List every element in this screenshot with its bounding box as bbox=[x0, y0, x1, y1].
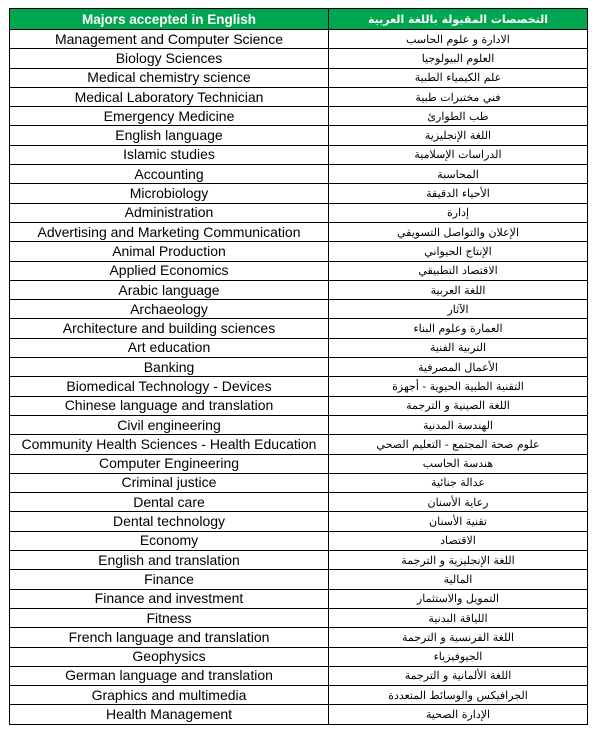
table-row bbox=[10, 454, 588, 473]
table-row bbox=[10, 30, 588, 49]
major-arabic: اللغة الألمانية و الترجمة bbox=[329, 666, 588, 685]
table-row bbox=[10, 261, 588, 280]
major-english: Art education bbox=[10, 338, 329, 357]
table-row bbox=[10, 300, 588, 319]
major-english: Fitness bbox=[10, 608, 329, 627]
table-row bbox=[10, 145, 588, 164]
major-english: Dental care bbox=[10, 493, 329, 512]
major-english: Biology Sciences bbox=[10, 49, 329, 68]
major-arabic: الدراسات الإسلامية bbox=[329, 145, 588, 164]
major-english: Finance bbox=[10, 570, 329, 589]
major-english: Biomedical Technology - Devices bbox=[10, 377, 329, 396]
major-english: Computer Engineering bbox=[10, 454, 329, 473]
major-arabic: التربية الفنية bbox=[329, 338, 588, 357]
major-arabic: الادارة و علوم الحاسب bbox=[329, 30, 588, 49]
header-english: Majors accepted in English bbox=[10, 9, 329, 30]
major-english: Chinese language and translation bbox=[10, 396, 329, 415]
table-row bbox=[10, 203, 588, 222]
major-english: French language and translation bbox=[10, 628, 329, 647]
major-english: Microbiology bbox=[10, 184, 329, 203]
major-english: Animal Production bbox=[10, 242, 329, 261]
table-row bbox=[10, 319, 588, 338]
major-english: German language and translation bbox=[10, 666, 329, 685]
majors-table bbox=[9, 8, 588, 725]
major-arabic: هندسة الحاسب bbox=[329, 454, 588, 473]
table-row bbox=[10, 338, 588, 357]
major-arabic: عدالة جنائية bbox=[329, 473, 588, 492]
table-row bbox=[10, 647, 588, 666]
table-row bbox=[10, 666, 588, 685]
table-row bbox=[10, 377, 588, 396]
major-english: Archaeology bbox=[10, 300, 329, 319]
major-arabic: المحاسبة bbox=[329, 165, 588, 184]
table-row bbox=[10, 512, 588, 531]
major-english: Community Health Sciences - Health Education bbox=[10, 435, 329, 454]
major-arabic: علم الكيمياء الطبية bbox=[329, 68, 588, 87]
table-row bbox=[10, 705, 588, 724]
major-arabic: الجيوفيزياء bbox=[329, 647, 588, 666]
major-english: Management and Computer Science bbox=[10, 30, 329, 49]
major-english: Economy bbox=[10, 531, 329, 550]
table-row bbox=[10, 628, 588, 647]
table-row bbox=[10, 435, 588, 454]
major-english: Arabic language bbox=[10, 280, 329, 299]
table-row bbox=[10, 280, 588, 299]
table-row bbox=[10, 686, 588, 705]
table-row bbox=[10, 551, 588, 570]
major-english: Banking bbox=[10, 358, 329, 377]
table-row bbox=[10, 608, 588, 627]
major-english: Medical chemistry science bbox=[10, 68, 329, 87]
major-arabic: الاقتصاد bbox=[329, 531, 588, 550]
major-english: Emergency Medicine bbox=[10, 107, 329, 126]
major-arabic: اللغة العربية bbox=[329, 280, 588, 299]
major-arabic: التمويل والاستثمار bbox=[329, 589, 588, 608]
major-english: Civil engineering bbox=[10, 415, 329, 434]
table-row bbox=[10, 165, 588, 184]
major-arabic: طب الطوارئ bbox=[329, 107, 588, 126]
major-arabic: الإدارة الصحية bbox=[329, 705, 588, 724]
major-arabic: فني مختبرات طبية bbox=[329, 87, 588, 106]
major-arabic: اللغة الإنجليزية bbox=[329, 126, 588, 145]
table-row bbox=[10, 184, 588, 203]
header-row bbox=[10, 9, 588, 30]
major-arabic: العمارة وعلوم البناء bbox=[329, 319, 588, 338]
major-english: Architecture and building sciences bbox=[10, 319, 329, 338]
major-english: Administration bbox=[10, 203, 329, 222]
major-arabic: اللغة الإنجليزية و الترجمة bbox=[329, 551, 588, 570]
major-arabic: اللغة الفرنسية و الترجمة bbox=[329, 628, 588, 647]
table-header bbox=[10, 9, 588, 30]
table-row bbox=[10, 493, 588, 512]
table-row bbox=[10, 358, 588, 377]
table-row bbox=[10, 126, 588, 145]
major-arabic: الآثار bbox=[329, 300, 588, 319]
major-arabic: رعاية الأسنان bbox=[329, 493, 588, 512]
table-row bbox=[10, 396, 588, 415]
major-english: Geophysics bbox=[10, 647, 329, 666]
major-arabic: الأعمال المصرفية bbox=[329, 358, 588, 377]
major-arabic: الهندسة المدنية bbox=[329, 415, 588, 434]
table-row bbox=[10, 107, 588, 126]
major-english: Applied Economics bbox=[10, 261, 329, 280]
table-row bbox=[10, 570, 588, 589]
major-english: Health Management bbox=[10, 705, 329, 724]
major-arabic: علوم صحة المجتمع - التعليم الصحي bbox=[329, 435, 588, 454]
major-arabic: الإنتاج الحيواني bbox=[329, 242, 588, 261]
major-arabic: اللياقة البدنية bbox=[329, 608, 588, 627]
major-arabic: التقنية الطبية الحيوية - أجهزة bbox=[329, 377, 588, 396]
major-english: Graphics and multimedia bbox=[10, 686, 329, 705]
major-arabic: العلوم البيولوجيا bbox=[329, 49, 588, 68]
major-english: Dental technology bbox=[10, 512, 329, 531]
major-english: Advertising and Marketing Communication bbox=[10, 222, 329, 241]
table-row bbox=[10, 222, 588, 241]
table-row bbox=[10, 87, 588, 106]
major-arabic: تقنية الأسنان bbox=[329, 512, 588, 531]
table-row bbox=[10, 68, 588, 87]
major-english: English and translation bbox=[10, 551, 329, 570]
major-english: Islamic studies bbox=[10, 145, 329, 164]
major-english: Criminal justice bbox=[10, 473, 329, 492]
major-arabic: الاقتصاد التطبيقي bbox=[329, 261, 588, 280]
major-english: Accounting bbox=[10, 165, 329, 184]
major-english: Medical Laboratory Technician bbox=[10, 87, 329, 106]
major-arabic: اللغة الصينية و الترجمة bbox=[329, 396, 588, 415]
header-arabic: التخصصات المقبولة باللغة العربية bbox=[329, 9, 588, 30]
table-row bbox=[10, 531, 588, 550]
table-row bbox=[10, 589, 588, 608]
major-arabic: إدارة bbox=[329, 203, 588, 222]
major-english: Finance and investment bbox=[10, 589, 329, 608]
table-body bbox=[10, 30, 588, 725]
table-row bbox=[10, 242, 588, 261]
table-row bbox=[10, 49, 588, 68]
major-arabic: الجرافيكس والوسائط المتعددة bbox=[329, 686, 588, 705]
table-row bbox=[10, 473, 588, 492]
table-row bbox=[10, 415, 588, 434]
major-arabic: الأحياء الدقيقة bbox=[329, 184, 588, 203]
major-english: English language bbox=[10, 126, 329, 145]
major-arabic: المالية bbox=[329, 570, 588, 589]
major-arabic: الإعلان والتواصل التسويقي bbox=[329, 222, 588, 241]
